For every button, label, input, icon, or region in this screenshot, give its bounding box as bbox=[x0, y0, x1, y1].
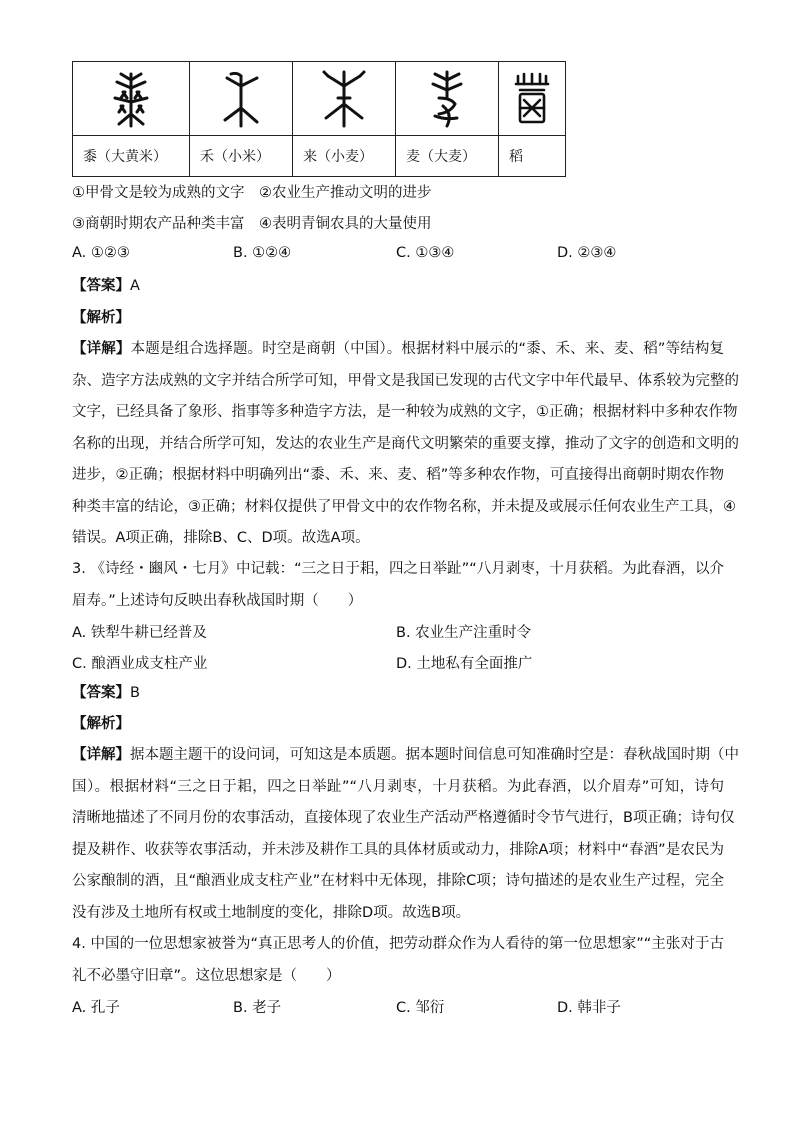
q2-detail-line: 进步，②正确；根据材料中明确列出“黍、禾、来、麦、稻”等多种农作物，可直接得出商朝时期农作物 bbox=[72, 467, 724, 483]
q3-option-a[interactable]: A. 铁犁牛耕已经普及 bbox=[72, 625, 207, 641]
glyph-cell-mai bbox=[396, 62, 499, 136]
q4-stem-line: 4. 中国的一位思想家被誉为“真正思考人的价值，把劳动群众作为人看待的第一位思想家”“主张对于古 bbox=[72, 936, 724, 952]
answer-tag: 【答案】 bbox=[72, 685, 130, 701]
q2-option-d[interactable]: D. ②③④ bbox=[557, 245, 617, 261]
q4-option-b[interactable]: B. 老子 bbox=[233, 1000, 282, 1016]
q3-option-d[interactable]: D. 土地私有全面推广 bbox=[396, 656, 533, 672]
q3-detail-line: 清晰地描述了不同月份的农事活动，直接体现了农业生产活动严格遵循时令节气进行，B项正确；诗句仅 bbox=[72, 810, 735, 826]
oracle-bone-table bbox=[72, 61, 566, 177]
glyph-cell-dao bbox=[499, 62, 566, 136]
glyph-cell-shu bbox=[73, 62, 190, 136]
q2-analysis-tag: 【解析】 bbox=[72, 310, 130, 326]
q2-statement-2: ③商朝时期农产品种类丰富 ④表明青铜农具的大量使用 bbox=[72, 216, 432, 232]
q3-detail-line: 没有涉及土地所有权或土地制度的变化，排除D项。故选B项。 bbox=[72, 904, 471, 921]
q3-detail bbox=[72, 745, 739, 934]
q2-detail-line: 种类丰富的结论，③正确；材料仅提供了甲骨文中的农作物名称，并未提及或展示任何农业生产工具，④ bbox=[72, 498, 736, 515]
q3-stem bbox=[72, 559, 724, 622]
caption-shu: 黍（大黄米） bbox=[73, 136, 190, 177]
q3-detail-line: 公家酿制的酒，且“酿酒业成支柱产业”在材料中无体现，排除C项；诗句描述的是农业生产过程，完全 bbox=[72, 873, 724, 889]
glyph-cell-he bbox=[190, 62, 293, 136]
q2-answer bbox=[72, 276, 140, 296]
q4-option-c[interactable]: C. 邹衍 bbox=[396, 1000, 445, 1016]
q2-option-a[interactable]: A. ①②③ bbox=[72, 245, 130, 261]
q2-detail-line: 名称的出现，并结合所学可知，发达的农业生产是商代文明繁荣的重要支撑，推动了文字的创造和文明的 bbox=[72, 435, 739, 452]
answer-tag: 【答案】 bbox=[72, 278, 130, 294]
q3-detail-line: 国）。根据材料“三之日于耜，四之日举趾”“八月剥枣，十月获稻。为此春酒，以介眉寿”可知，诗句 bbox=[72, 778, 724, 795]
q3-option-b[interactable]: B. 农业生产注重时令 bbox=[396, 625, 532, 641]
q3-detail-line: 提及耕作、收获等农事活动，并未涉及耕作工具的具体材质或动力，排除A项；材料中“春酒”是农民为 bbox=[72, 841, 724, 858]
detail-tag: 【详解】 bbox=[72, 341, 131, 357]
oracle-glyph-lai-icon bbox=[316, 68, 372, 130]
answer-value: B bbox=[130, 685, 140, 701]
q3-option-c[interactable]: C. 酿酒业成支柱产业 bbox=[72, 656, 208, 672]
q2-detail-line: 错误。A项正确，排除B、C、D项。故选A项。 bbox=[72, 530, 370, 546]
q3-detail-line: 【详解】据本题主题干的设问词，可知这是本质题。据本题时间信息可知准确时空是：春秋战国时期（中 bbox=[72, 747, 739, 763]
q3-stem-line: 3. 《诗经・豳风・七月》中记载：“三之日于耜，四之日举趾”“八月剥枣，十月获稻。为此春酒，以介 bbox=[72, 561, 724, 577]
q4-option-d[interactable]: D. 韩非子 bbox=[557, 1000, 621, 1016]
detail-tag: 【详解】 bbox=[72, 747, 130, 763]
q2-detail-line: 文字，已经具备了象形、指事等多种造字方法，是一种较为成熟的文字，①正确；根据材料中多种农作物 bbox=[72, 404, 738, 420]
caption-he: 禾（小米） bbox=[190, 136, 293, 177]
q3-answer bbox=[72, 683, 140, 703]
caption-lai: 来（小麦） bbox=[293, 136, 396, 177]
q3-analysis-tag: 【解析】 bbox=[72, 716, 130, 732]
q3-stem-line: 眉寿。”上述诗句反映出春秋战国时期（ ） bbox=[72, 592, 363, 609]
caption-dao: 稻 bbox=[499, 136, 566, 177]
oracle-glyph-shu-icon bbox=[101, 68, 161, 130]
oracle-glyph-mai-icon bbox=[421, 68, 473, 130]
q2-statement-1: ①甲骨文是较为成熟的文字 ②农业生产推动文明的进步 bbox=[72, 185, 432, 201]
q2-detail-line: 【详解】本题是组合选择题。时空是商朝（中国）。根据材料中展示的“黍、禾、来、麦、稻”等结构复 bbox=[72, 341, 724, 357]
oracle-glyph-he-icon bbox=[215, 68, 267, 130]
glyph-cell-lai bbox=[293, 62, 396, 136]
q4-stem bbox=[72, 934, 724, 997]
q2-detail-line: 杂、造字方法成熟的文字并结合所学可知，甲骨文是我国已发现的古代文字中年代最早、体系较为完整的 bbox=[72, 372, 739, 389]
answer-value: A bbox=[130, 278, 140, 294]
q4-stem-line: 礼不必墨守旧章”。这位思想家是（ ） bbox=[72, 967, 341, 984]
q2-option-b[interactable]: B. ①②④ bbox=[233, 245, 292, 261]
q2-detail bbox=[72, 339, 739, 560]
q4-option-a[interactable]: A. 孔子 bbox=[72, 1000, 120, 1016]
oracle-glyph-dao-icon bbox=[512, 70, 552, 128]
q2-option-c[interactable]: C. ①③④ bbox=[396, 245, 455, 261]
caption-mai: 麦（大麦） bbox=[396, 136, 499, 177]
